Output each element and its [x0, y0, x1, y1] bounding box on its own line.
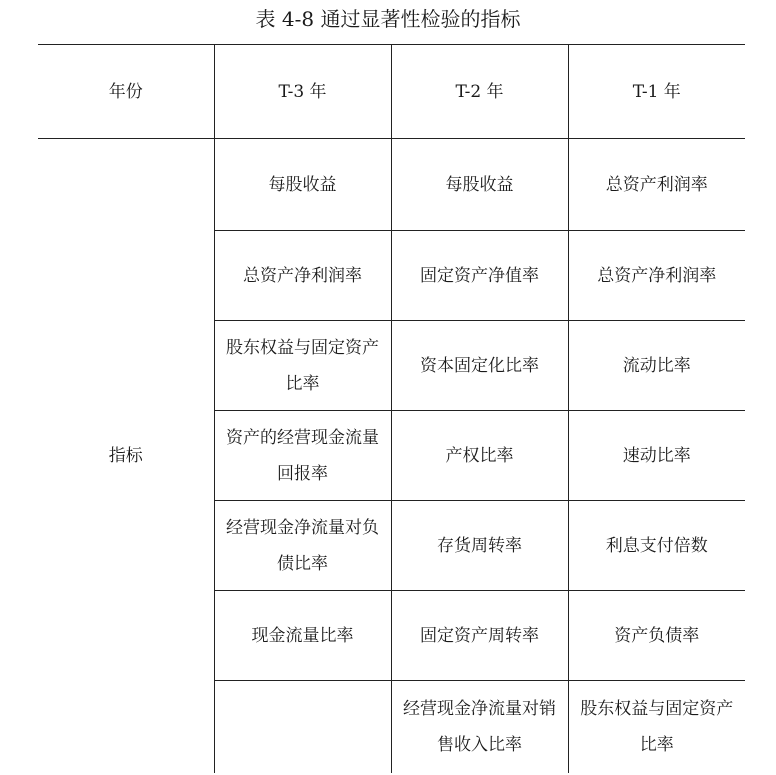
table-caption: 表 4-8 通过显著性检验的指标: [255, 7, 521, 31]
header-year: 年份: [38, 45, 214, 139]
cell-t2: 固定资产净值率: [391, 231, 568, 321]
cell-t1: 利息支付倍数: [568, 501, 745, 591]
header-t3: T-3 年: [214, 45, 391, 139]
header-t1: T-1 年: [568, 45, 745, 139]
cell-t2: 固定资产周转率: [391, 591, 568, 681]
cell-t3: 股东权益与固定资产比率: [214, 321, 391, 411]
cell-t3: 现金流量比率: [214, 591, 391, 681]
cell-t3: 每股收益: [214, 139, 391, 231]
cell-t1: 总资产净利润率: [568, 231, 745, 321]
cell-t3: 资产的经营现金流量回报率: [214, 411, 391, 501]
cell-t2: 每股收益: [391, 139, 568, 231]
cell-t2: 存货周转率: [391, 501, 568, 591]
header-t2: T-2 年: [391, 45, 568, 139]
significant-indicators-table: [38, 44, 745, 773]
cell-t3: 经营现金净流量对负债比率: [214, 501, 391, 591]
cell-t1: 资产负债率: [568, 591, 745, 681]
cell-t2: 产权比率: [391, 411, 568, 501]
cell-t1: 流动比率: [568, 321, 745, 411]
row-label-indicator: 指标: [38, 139, 214, 773]
cell-t3: [214, 681, 391, 773]
table-row: [38, 139, 745, 231]
cell-t1: 股东权益与固定资产比率: [580, 698, 734, 755]
cell-t2: 资本固定化比率: [391, 321, 568, 411]
header-row: [38, 45, 745, 139]
cell-t1: 总资产利润率: [568, 139, 745, 231]
cell-t1: 速动比率: [568, 411, 745, 501]
cell-t2: 经营现金净流量对销售收入比率: [391, 681, 568, 773]
cell-t3: 总资产净利润率: [214, 231, 391, 321]
